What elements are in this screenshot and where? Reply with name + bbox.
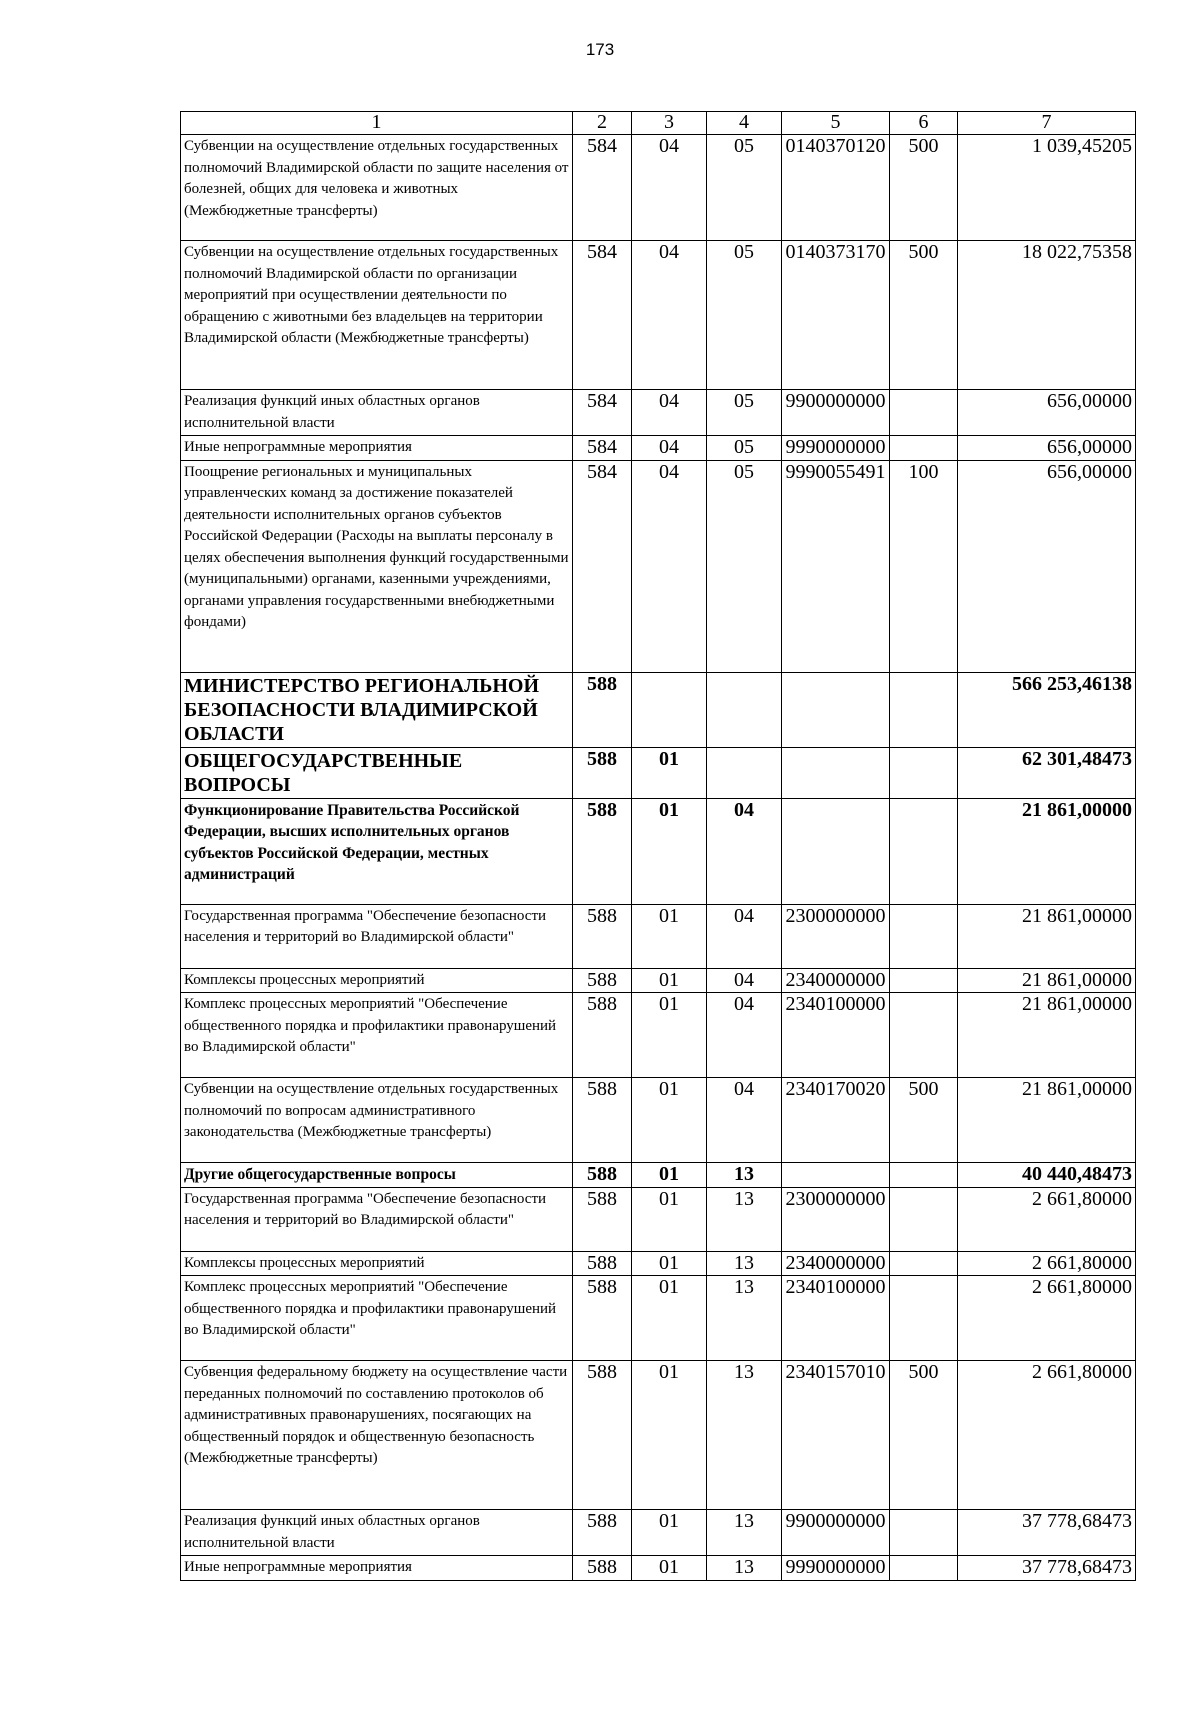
ministry-code-cell: 588 — [573, 798, 632, 904]
section-code-cell: 01 — [632, 1276, 707, 1361]
expense-type-cell — [890, 436, 958, 461]
target-article-cell: 0140370120 — [782, 135, 890, 241]
expense-type-cell: 100 — [890, 460, 958, 672]
amount-cell: 37 778,68473 — [958, 1510, 1136, 1556]
row-name-cell: Иные непрограммные мероприятия — [181, 436, 573, 461]
target-article-cell — [782, 798, 890, 904]
expense-type-cell — [890, 1251, 958, 1276]
expense-type-cell — [890, 798, 958, 904]
section-code-cell: 04 — [632, 241, 707, 390]
subsection-code-cell: 13 — [707, 1187, 782, 1251]
row-name-cell: Поощрение региональных и муниципальных управленческих команд за достижение показателей деятельности исполнительных органов субъектов Российской Федерации (Расходы на выплаты персоналу в целях обеспечения выполнения функций государственными (муниципальными) органами, казенными учреждениями, органами управления государственными внебюджетными фондами) — [181, 460, 573, 672]
row-name-cell: ОБЩЕГОСУДАРСТВЕННЫЕ ВОПРОСЫ — [181, 747, 573, 798]
expense-type-cell — [890, 1187, 958, 1251]
subsection-code-cell — [707, 672, 782, 747]
header-cell: 7 — [958, 112, 1136, 135]
subsection-code-cell: 05 — [707, 135, 782, 241]
table-row — [181, 1078, 1136, 1163]
ministry-code-cell: 588 — [573, 1251, 632, 1276]
section-code-cell: 04 — [632, 390, 707, 436]
amount-cell: 18 022,75358 — [958, 241, 1136, 390]
section-code-cell: 01 — [632, 968, 707, 993]
ministry-code-cell: 588 — [573, 904, 632, 968]
expense-type-cell — [890, 968, 958, 993]
section-code-cell: 01 — [632, 1078, 707, 1163]
target-article-cell — [782, 672, 890, 747]
subsection-code-cell: 05 — [707, 436, 782, 461]
target-article-cell: 2300000000 — [782, 1187, 890, 1251]
ministry-code-cell: 584 — [573, 390, 632, 436]
amount-cell: 2 661,80000 — [958, 1251, 1136, 1276]
section-code-cell: 01 — [632, 1187, 707, 1251]
subsection-code-cell: 13 — [707, 1510, 782, 1556]
section-code-cell: 01 — [632, 1510, 707, 1556]
expense-type-cell — [890, 747, 958, 798]
ministry-code-cell: 588 — [573, 1078, 632, 1163]
row-name-cell: Субвенции на осуществление отдельных государственных полномочий по вопросам административного законодательства (Межбюджетные трансферты) — [181, 1078, 573, 1163]
ministry-code-cell: 588 — [573, 672, 632, 747]
ministry-code-cell: 584 — [573, 241, 632, 390]
section-code-cell: 01 — [632, 1556, 707, 1581]
amount-cell: 40 440,48473 — [958, 1163, 1136, 1188]
row-name-cell: Комплекс процессных мероприятий "Обеспечение общественного порядка и профилактики правонарушений во Владимирской области" — [181, 993, 573, 1078]
header-cell: 3 — [632, 112, 707, 135]
table-row — [181, 241, 1136, 390]
table-row — [181, 390, 1136, 436]
target-article-cell — [782, 747, 890, 798]
target-article-cell: 2340100000 — [782, 1276, 890, 1361]
row-name-cell: Реализация функций иных областных органов исполнительной власти — [181, 390, 573, 436]
table-row — [181, 904, 1136, 968]
expense-type-cell: 500 — [890, 1078, 958, 1163]
target-article-cell: 9900000000 — [782, 1510, 890, 1556]
row-name-cell: Другие общегосударственные вопросы — [181, 1163, 573, 1188]
subsection-code-cell: 04 — [707, 968, 782, 993]
amount-cell: 37 778,68473 — [958, 1556, 1136, 1581]
row-name-cell: Государственная программа "Обеспечение безопасности населения и территорий во Владимирской области" — [181, 1187, 573, 1251]
amount-cell: 566 253,46138 — [958, 672, 1136, 747]
subsection-code-cell — [707, 747, 782, 798]
amount-cell: 1 039,45205 — [958, 135, 1136, 241]
expense-type-cell — [890, 1556, 958, 1581]
subsection-code-cell: 05 — [707, 390, 782, 436]
header-cell: 2 — [573, 112, 632, 135]
expense-type-cell — [890, 1276, 958, 1361]
amount-cell: 21 861,00000 — [958, 968, 1136, 993]
page-number: 173 — [585, 40, 615, 59]
table-header-row — [181, 112, 1136, 135]
table-row — [181, 135, 1136, 241]
row-name-cell: Субвенции на осуществление отдельных государственных полномочий Владимирской области по защите населения от болезней, общих для человека и животных (Межбюджетные трансферты) — [181, 135, 573, 241]
ministry-code-cell: 584 — [573, 460, 632, 672]
expense-type-cell — [890, 1510, 958, 1556]
section-code-cell — [632, 672, 707, 747]
amount-cell: 656,00000 — [958, 460, 1136, 672]
ministry-code-cell: 588 — [573, 1510, 632, 1556]
table-row — [181, 1276, 1136, 1361]
section-code-cell: 01 — [632, 993, 707, 1078]
header-cell: 5 — [782, 112, 890, 135]
ministry-code-cell: 588 — [573, 993, 632, 1078]
target-article-cell: 2300000000 — [782, 904, 890, 968]
row-name-cell: Субвенция федеральному бюджету на осуществление части переданных полномочий по составлению протоколов об административных правонарушениях, посягающих на общественный порядок и общественную безопасность (Межбюджетные трансферты) — [181, 1361, 573, 1510]
section-code-cell: 01 — [632, 904, 707, 968]
target-article-cell: 2340000000 — [782, 968, 890, 993]
row-name-cell: Комплексы процессных мероприятий — [181, 1251, 573, 1276]
table-row — [181, 436, 1136, 461]
subsection-code-cell: 04 — [707, 993, 782, 1078]
table-row — [181, 1187, 1136, 1251]
target-article-cell: 9900000000 — [782, 390, 890, 436]
expense-type-cell: 500 — [890, 135, 958, 241]
section-code-cell: 01 — [632, 798, 707, 904]
section-code-cell: 01 — [632, 1361, 707, 1510]
expense-type-cell — [890, 904, 958, 968]
amount-cell: 21 861,00000 — [958, 798, 1136, 904]
amount-cell: 2 661,80000 — [958, 1361, 1136, 1510]
target-article-cell: 9990055491 — [782, 460, 890, 672]
subsection-code-cell: 05 — [707, 241, 782, 390]
amount-cell: 62 301,48473 — [958, 747, 1136, 798]
section-code-cell: 01 — [632, 1163, 707, 1188]
expense-type-cell — [890, 993, 958, 1078]
section-code-cell: 04 — [632, 460, 707, 672]
expense-type-cell — [890, 672, 958, 747]
section-code-cell: 01 — [632, 747, 707, 798]
header-cell: 6 — [890, 112, 958, 135]
budget-table — [180, 111, 1136, 1581]
section-code-cell: 04 — [632, 436, 707, 461]
header-cell: 1 — [181, 112, 573, 135]
header-cell: 4 — [707, 112, 782, 135]
amount-cell: 21 861,00000 — [958, 904, 1136, 968]
subsection-code-cell: 13 — [707, 1163, 782, 1188]
row-name-cell: Функционирование Правительства Российской Федерации, высших исполнительных органов субъектов Российской Федерации, местных администраций — [181, 798, 573, 904]
row-name-cell: Комплексы процессных мероприятий — [181, 968, 573, 993]
row-name-cell: Государственная программа "Обеспечение безопасности населения и территорий во Владимирской области" — [181, 904, 573, 968]
expense-type-cell: 500 — [890, 1361, 958, 1510]
table-row — [181, 747, 1136, 798]
table-row — [181, 672, 1136, 747]
ministry-code-cell: 588 — [573, 968, 632, 993]
ministry-code-cell: 588 — [573, 1556, 632, 1581]
ministry-code-cell: 588 — [573, 1163, 632, 1188]
amount-cell: 2 661,80000 — [958, 1276, 1136, 1361]
ministry-code-cell: 588 — [573, 1361, 632, 1510]
target-article-cell: 9990000000 — [782, 1556, 890, 1581]
table-row — [181, 968, 1136, 993]
subsection-code-cell: 13 — [707, 1251, 782, 1276]
subsection-code-cell: 04 — [707, 904, 782, 968]
expense-type-cell: 500 — [890, 241, 958, 390]
row-name-cell: Комплекс процессных мероприятий "Обеспечение общественного порядка и профилактики правонарушений во Владимирской области" — [181, 1276, 573, 1361]
ministry-code-cell: 588 — [573, 1276, 632, 1361]
table-row — [181, 1163, 1136, 1188]
table-row — [181, 1510, 1136, 1556]
subsection-code-cell: 04 — [707, 798, 782, 904]
amount-cell: 21 861,00000 — [958, 1078, 1136, 1163]
subsection-code-cell: 13 — [707, 1276, 782, 1361]
amount-cell: 656,00000 — [958, 436, 1136, 461]
row-name-cell: Субвенции на осуществление отдельных государственных полномочий Владимирской области по организации мероприятий при осуществлении деятельности по обращению с животными без владельцев на территории Владимирской области (Межбюджетные трансферты) — [181, 241, 573, 390]
target-article-cell: 2340170020 — [782, 1078, 890, 1163]
expense-type-cell — [890, 1163, 958, 1188]
target-article-cell: 0140373170 — [782, 241, 890, 390]
table-row — [181, 993, 1136, 1078]
ministry-code-cell: 588 — [573, 1187, 632, 1251]
ministry-code-cell: 588 — [573, 747, 632, 798]
ministry-code-cell: 584 — [573, 436, 632, 461]
table-row — [181, 798, 1136, 904]
target-article-cell: 2340000000 — [782, 1251, 890, 1276]
section-code-cell: 04 — [632, 135, 707, 241]
target-article-cell: 2340100000 — [782, 993, 890, 1078]
row-name-cell: Реализация функций иных областных органов исполнительной власти — [181, 1510, 573, 1556]
target-article-cell — [782, 1163, 890, 1188]
table-row — [181, 460, 1136, 672]
ministry-code-cell: 584 — [573, 135, 632, 241]
table-row — [181, 1361, 1136, 1510]
amount-cell: 21 861,00000 — [958, 993, 1136, 1078]
target-article-cell: 9990000000 — [782, 436, 890, 461]
table-row — [181, 1556, 1136, 1581]
subsection-code-cell: 13 — [707, 1556, 782, 1581]
row-name-cell: МИНИСТЕРСТВО РЕГИОНАЛЬНОЙ БЕЗОПАСНОСТИ ВЛАДИМИРСКОЙ ОБЛАСТИ — [181, 672, 573, 747]
subsection-code-cell: 04 — [707, 1078, 782, 1163]
target-article-cell: 2340157010 — [782, 1361, 890, 1510]
subsection-code-cell: 13 — [707, 1361, 782, 1510]
row-name-cell: Иные непрограммные мероприятия — [181, 1556, 573, 1581]
amount-cell: 2 661,80000 — [958, 1187, 1136, 1251]
table-row — [181, 1251, 1136, 1276]
amount-cell: 656,00000 — [958, 390, 1136, 436]
expense-type-cell — [890, 390, 958, 436]
subsection-code-cell: 05 — [707, 460, 782, 672]
section-code-cell: 01 — [632, 1251, 707, 1276]
